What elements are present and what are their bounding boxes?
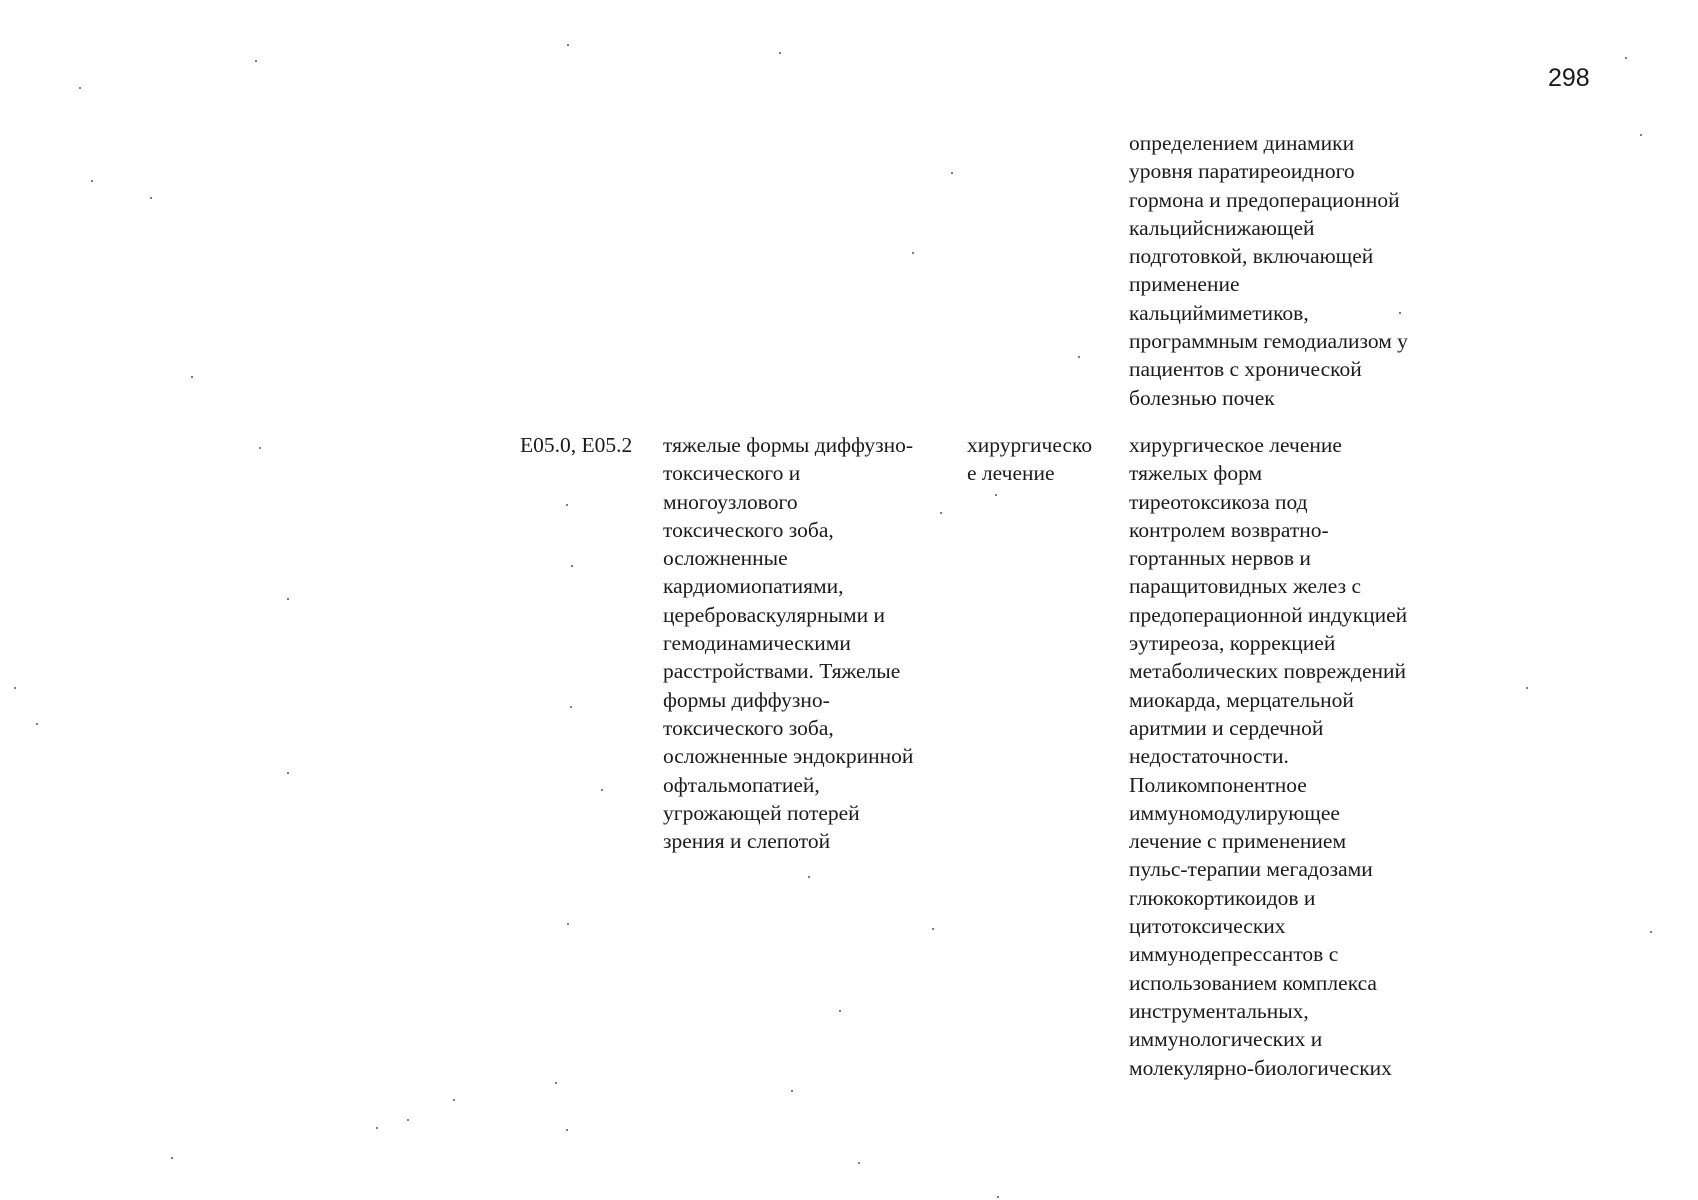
method-line: лечение с применением bbox=[1129, 829, 1347, 854]
scan-speck bbox=[932, 928, 934, 930]
method-line: метаболических повреждений bbox=[1129, 659, 1407, 684]
method-line: предоперационной индукцией bbox=[1129, 602, 1408, 627]
scan-speck bbox=[36, 723, 38, 725]
model-line: офтальмопатией, bbox=[663, 772, 820, 797]
method-line: молекулярно-биологических bbox=[1129, 1055, 1392, 1080]
model-line: цереброваскулярными и bbox=[663, 602, 885, 627]
scan-speck bbox=[791, 1090, 793, 1092]
scan-speck bbox=[407, 1119, 409, 1121]
scan-speck bbox=[779, 52, 781, 54]
model-line: зрения и слепотой bbox=[663, 829, 831, 854]
scan-speck bbox=[287, 598, 289, 600]
scan-speck bbox=[1078, 356, 1080, 358]
method-line: Поликомпонентное bbox=[1129, 772, 1307, 797]
scan-speck bbox=[566, 1129, 568, 1131]
method-line: программным гемодиализом у bbox=[1129, 329, 1408, 354]
model-line: токсического и bbox=[663, 461, 801, 486]
model-line: многоузлового bbox=[663, 489, 798, 514]
method-line: тяжелых форм bbox=[1129, 461, 1263, 486]
treatment-kind-cell bbox=[967, 431, 1092, 488]
method-line: эутиреоза, коррекцией bbox=[1129, 631, 1336, 656]
scan-speck bbox=[453, 1099, 455, 1101]
scan-speck bbox=[571, 565, 573, 567]
method-line: иммунологических и bbox=[1129, 1027, 1323, 1052]
patient-model-cell bbox=[663, 431, 913, 855]
scan-speck bbox=[287, 772, 289, 774]
scan-speck bbox=[995, 494, 997, 496]
scan-speck bbox=[951, 172, 953, 174]
treatment-kind-line: е лечение bbox=[967, 461, 1055, 486]
method-line: гормона и предоперационной bbox=[1129, 187, 1400, 212]
method-line: применение bbox=[1129, 272, 1240, 297]
model-line: осложненные bbox=[663, 546, 788, 571]
model-line: токсического зоба, bbox=[663, 517, 834, 542]
treatment-kind-line: хирургическо bbox=[967, 433, 1093, 457]
scan-speck bbox=[1526, 687, 1528, 689]
scan-speck bbox=[808, 876, 810, 878]
method-line: кальциймиметиков, bbox=[1129, 300, 1309, 325]
page-number: 298 bbox=[1548, 64, 1590, 92]
method-line: болезнью почек bbox=[1129, 385, 1275, 410]
method-line: цитотоксических bbox=[1129, 914, 1286, 939]
scan-speck bbox=[171, 1157, 173, 1159]
method-line: хирургическое лечение bbox=[1129, 433, 1342, 457]
scan-speck bbox=[91, 180, 93, 182]
method-line: иммунодепрессантов с bbox=[1129, 942, 1339, 967]
scan-speck bbox=[191, 376, 193, 378]
diagnosis-code: E05.0, E05.2 bbox=[520, 433, 633, 457]
method-line: подготовкой, включающей bbox=[1129, 244, 1374, 269]
model-line: тяжелые формы диффузно- bbox=[663, 433, 914, 457]
scan-speck bbox=[259, 447, 261, 449]
model-line: кардиомиопатиями, bbox=[663, 574, 844, 599]
method-line: уровня паратиреоидного bbox=[1129, 159, 1355, 184]
scan-speck bbox=[255, 60, 257, 62]
model-line: токсического зоба, bbox=[663, 715, 834, 740]
scan-speck bbox=[1640, 134, 1642, 136]
diagnosis-code-cell bbox=[520, 431, 632, 459]
scan-speck bbox=[839, 1010, 841, 1012]
method-line: определением динамики bbox=[1129, 131, 1355, 155]
scan-speck bbox=[566, 504, 568, 506]
model-line: осложненные эндокринной bbox=[663, 744, 914, 769]
method-line: иммуномодулирующее bbox=[1129, 800, 1340, 825]
model-line: расстройствами. Тяжелые bbox=[663, 659, 901, 684]
scan-speck bbox=[567, 923, 569, 925]
method-line: контролем возвратно- bbox=[1129, 517, 1329, 542]
method-line: инструментальных, bbox=[1129, 998, 1309, 1023]
scan-speck bbox=[1399, 312, 1401, 314]
method-line: аритмии и сердечной bbox=[1129, 715, 1324, 740]
method-line: миокарда, мерцательной bbox=[1129, 687, 1354, 712]
scan-speck bbox=[570, 706, 572, 708]
scan-speck bbox=[601, 789, 603, 791]
scan-speck bbox=[555, 1082, 557, 1084]
scan-speck bbox=[912, 252, 914, 254]
method-line: недостаточности. bbox=[1129, 744, 1289, 769]
method-line: гортанных нервов и bbox=[1129, 546, 1311, 571]
method-line: пульс-терапии мегадозами bbox=[1129, 857, 1373, 882]
model-line: гемодинамическими bbox=[663, 631, 851, 656]
scan-speck bbox=[858, 1162, 860, 1164]
scan-speck bbox=[940, 512, 942, 514]
method-line: пациентов с хронической bbox=[1129, 357, 1362, 382]
scan-speck bbox=[1625, 57, 1627, 59]
model-line: угрожающей потерей bbox=[663, 800, 860, 825]
continued-method-cell bbox=[1129, 129, 1408, 412]
model-line: формы диффузно- bbox=[663, 687, 830, 712]
method-line: использованием комплекса bbox=[1129, 970, 1377, 995]
scan-speck bbox=[997, 1196, 999, 1198]
method-line: глюкокортикоидов и bbox=[1129, 885, 1316, 910]
scan-speck bbox=[567, 44, 569, 46]
scan-speck bbox=[376, 1127, 378, 1129]
scan-speck bbox=[1650, 931, 1652, 933]
scan-speck bbox=[150, 197, 152, 199]
method-line: кальцийснижающей bbox=[1129, 215, 1315, 240]
scan-speck bbox=[14, 687, 16, 689]
method-line: тиреотоксикоза под bbox=[1129, 489, 1308, 514]
method-line: паращитовидных желез с bbox=[1129, 574, 1361, 599]
treatment-method-cell bbox=[1129, 431, 1407, 1082]
scan-speck bbox=[79, 87, 81, 89]
